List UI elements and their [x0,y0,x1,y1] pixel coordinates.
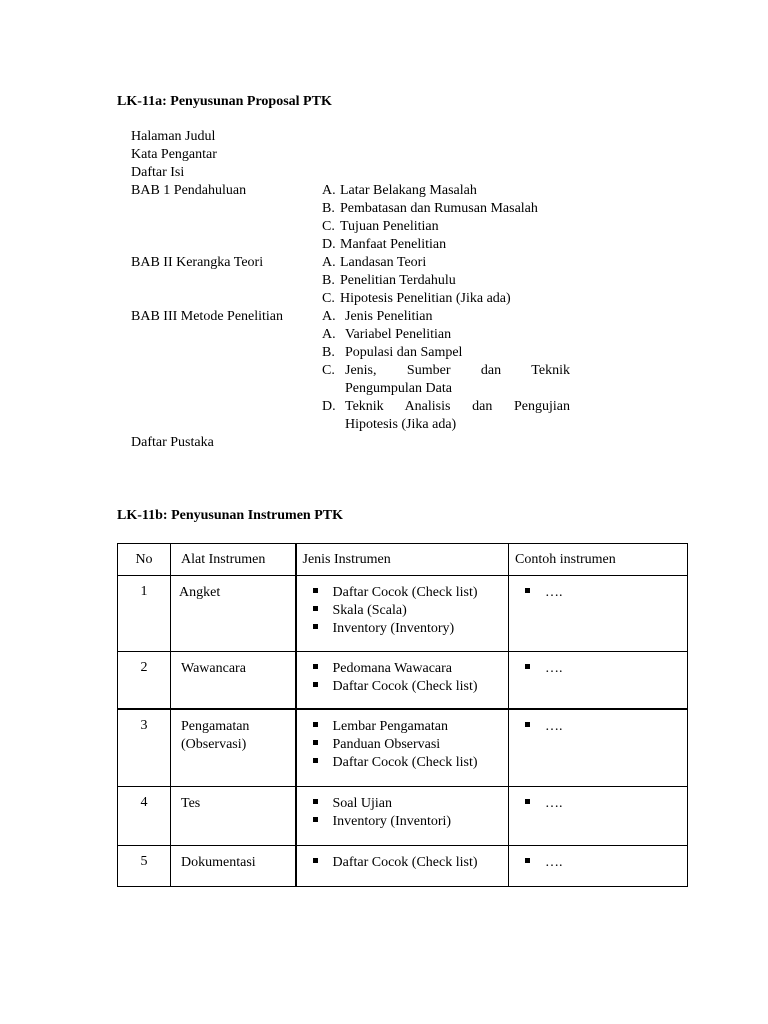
item-line: Jenis, Sumber dan Teknik [345,363,570,378]
contoh-item [525,795,687,813]
item-marker: A. [322,309,336,324]
jenis-cell [296,709,509,787]
chapter-item: Latar Belakang Masalah [340,183,477,198]
outline-label: Kata Pengantar [131,147,217,162]
chapter-row [131,200,576,218]
header-no: No [118,544,171,576]
bullet-icon [313,722,318,727]
chapter-item: Hipotesis Penelitian (Jika ada) [340,291,511,306]
chapter-item: Landasan Teori [340,255,427,270]
jenis-item [313,718,509,736]
front-matter-item [131,164,576,182]
table-row [118,846,688,887]
section-a-title: LK-11a: Penyusunan Proposal PTK [117,94,332,109]
table-row [118,709,688,787]
chapter-item: Populasi dan Sampel [345,345,463,360]
bullet-icon [313,740,318,745]
chapter-label: BAB II Kerangka Teori [131,255,264,270]
item-marker: B. [322,201,335,216]
chapter-item: Penelitian Terdahulu [340,273,456,288]
alat-cell [171,787,296,846]
bullet-icon [313,758,318,763]
jenis-text: Skala (Scala) [332,603,407,618]
chapter-row [131,326,576,344]
header-jenis: Jenis Instrumen [296,544,509,576]
contoh-cell [509,576,688,652]
bullet-icon [525,588,530,593]
table-row [118,652,688,710]
chapter-label: BAB 1 Pendahuluan [131,183,247,198]
jenis-item [313,754,509,772]
table-row [118,576,688,652]
item-marker: A. [322,255,336,270]
row-number: 4 [118,787,171,846]
section-b-title: LK-11b: Penyusunan Instrumen PTK [117,508,343,523]
bullet-icon [313,606,318,611]
jenis-item [313,795,509,813]
item-line: Hipotesis (Jika ada) [345,417,457,432]
bullet-icon [313,624,318,629]
header-contoh: Contoh instrumen [509,544,688,576]
chapter-row [131,236,576,254]
jenis-item [313,660,509,678]
contoh-text: …. [545,719,563,734]
jenis-item [313,584,509,602]
chapter-item: Jenis Penelitian [345,309,433,324]
chapter-row [131,272,576,290]
alat-text: Tes [181,796,201,811]
chapter-item: Variabel Penelitian [345,327,452,342]
jenis-cell [296,846,509,887]
alat-cell [171,576,296,652]
bullet-icon [525,722,530,727]
jenis-text: Lembar Pengamatan [332,719,448,734]
jenis-item [313,736,509,754]
outline-label: Daftar Isi [131,165,185,180]
table-row [118,787,688,846]
bullet-icon [313,858,318,863]
contoh-text: …. [545,855,563,870]
alat-text: Dokumentasi [181,855,256,870]
jenis-item [313,602,509,620]
jenis-cell [296,787,509,846]
chapter-row [131,344,576,362]
contoh-item [525,584,687,602]
bullet-icon [525,799,530,804]
chapter-item: Pembatasan dan Rumusan Masalah [340,201,538,216]
row-number: 1 [118,576,171,652]
bullet-icon [313,588,318,593]
jenis-item [313,854,509,872]
bullet-icon [313,664,318,669]
outline-label: Daftar Pustaka [131,435,214,450]
jenis-cell [296,652,509,710]
contoh-cell [509,846,688,887]
bullet-icon [313,682,318,687]
chapter-row [131,218,576,236]
item-line: Teknik Analisis dan Pengujian [345,399,570,414]
contoh-cell [509,652,688,710]
chapter-row [131,398,576,434]
contoh-cell [509,787,688,846]
contoh-item [525,718,687,736]
item-marker: D. [322,399,336,414]
contoh-text: …. [545,585,563,600]
proposal-outline [131,128,576,452]
row-number: 3 [118,709,171,787]
item-marker: A. [322,327,336,342]
outline-label: Halaman Judul [131,129,216,144]
item-marker: C. [322,219,335,234]
jenis-cell [296,576,509,652]
header-alat: Alat Instrumen [171,544,296,576]
jenis-text: Pedomana Wawacara [332,661,452,676]
chapter-row [131,362,576,398]
item-marker: B. [322,273,335,288]
jenis-text: Daftar Cocok (Check list) [332,755,478,770]
item-marker: A. [322,183,336,198]
back-matter-item [131,434,576,452]
chapter-row [131,308,576,326]
row-number: 2 [118,652,171,710]
jenis-text: Daftar Cocok (Check list) [332,585,478,600]
chapter-label: BAB III Metode Penelitian [131,309,284,324]
chapter-row [131,182,576,200]
chapter-item: Manfaat Penelitian [340,237,447,252]
jenis-item [313,813,509,831]
item-marker: D. [322,237,336,252]
jenis-item [313,620,509,638]
chapter-row [131,290,576,308]
alat-cell [171,652,296,710]
row-number: 5 [118,846,171,887]
jenis-text: Panduan Observasi [332,737,441,752]
item-marker: C. [322,363,335,378]
contoh-text: …. [545,661,563,676]
alat-text: Angket [179,585,221,600]
bullet-icon [525,858,530,863]
bullet-icon [313,799,318,804]
jenis-text: Inventory (Inventori) [332,814,452,829]
bullet-icon [313,817,318,822]
jenis-text: Daftar Cocok (Check list) [332,679,478,694]
table-header-row [118,544,688,576]
item-marker: B. [322,345,335,360]
item-marker: C. [322,291,335,306]
chapter-item: Tujuan Penelitian [340,219,439,234]
item-line: Pengumpulan Data [345,381,452,396]
jenis-item [313,678,509,696]
contoh-item [525,854,687,872]
bullet-icon [525,664,530,669]
contoh-text: …. [545,796,563,811]
front-matter-item [131,146,576,164]
alat-text: Pengamatan [181,719,250,734]
jenis-text: Daftar Cocok (Check list) [332,855,478,870]
jenis-text: Soal Ujian [332,796,392,811]
alat-text: (Observasi) [181,737,247,752]
front-matter-item [131,128,576,146]
instrument-table [117,543,688,887]
alat-text: Wawancara [181,661,246,676]
jenis-text: Inventory (Inventory) [332,621,455,636]
contoh-item [525,660,687,678]
contoh-cell [509,709,688,787]
alat-cell [171,709,296,787]
alat-cell [171,846,296,887]
chapter-row [131,254,576,272]
chapter-item [345,362,570,398]
chapter-item [345,398,570,434]
